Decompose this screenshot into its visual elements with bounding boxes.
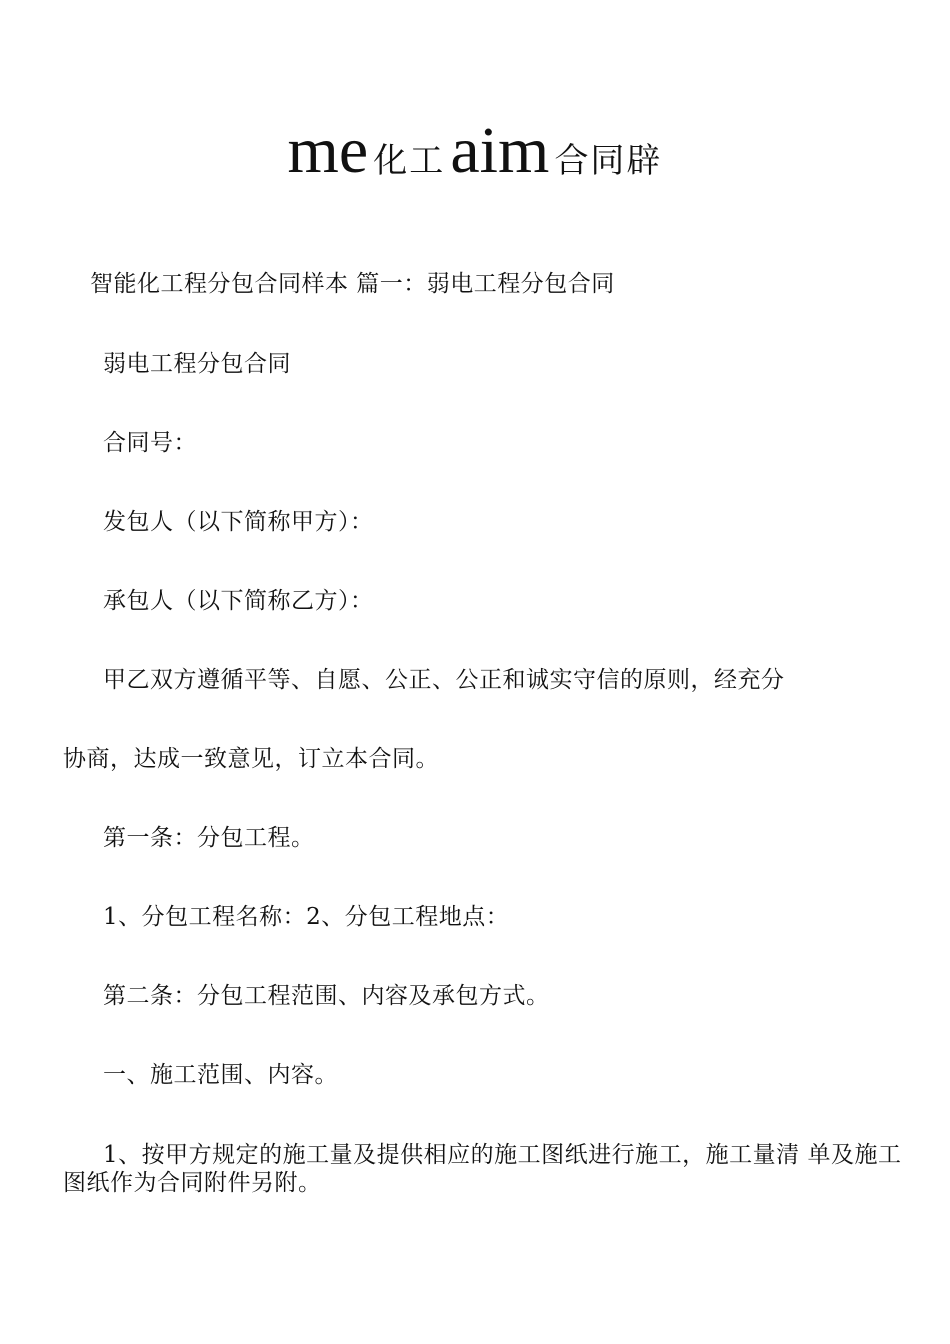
paragraph-article-1: 第一条：分包工程。: [103, 825, 315, 851]
paragraph-article-2: 第二条：分包工程范围、内容及承包方式。: [103, 983, 550, 1009]
title-part-latin-2: aim: [450, 114, 550, 187]
paragraph-party-b: 承包人（以下简称乙方）：: [103, 588, 374, 614]
paragraph-intro: 智能化工程分包合同样本 篇一：弱电工程分包合同: [90, 271, 615, 297]
paragraph-contract-name: 弱电工程分包合同: [103, 351, 291, 377]
document-title: [0, 114, 950, 187]
title-part-cjk-1: 化工: [373, 141, 446, 181]
title-part-latin-1: me: [287, 114, 369, 187]
paragraph-party-a: 发包人（以下简称甲方）：: [103, 509, 374, 535]
paragraph-principle-line2: 协商，达成一致意见，订立本合同。: [63, 746, 439, 772]
paragraph-project-name-location: 1、分包工程名称：2、分包工程地点：: [103, 904, 510, 930]
paragraph-contract-number: 合同号：: [103, 430, 197, 456]
paragraph-scope-heading: 一、施工范围、内容。: [103, 1062, 338, 1088]
paragraph-principle-line1: 甲乙双方遵循平等、自愿、公正、公正和诚实守信的原则，经充分: [103, 667, 785, 693]
paragraph-scope-item-1: 1、按甲方规定的施工量及提供相应的施工图纸进行施工，施工量清 单及施工图纸作为合同附件另附。: [63, 1142, 902, 1196]
title-part-cjk-2: 合同辟: [554, 141, 663, 181]
